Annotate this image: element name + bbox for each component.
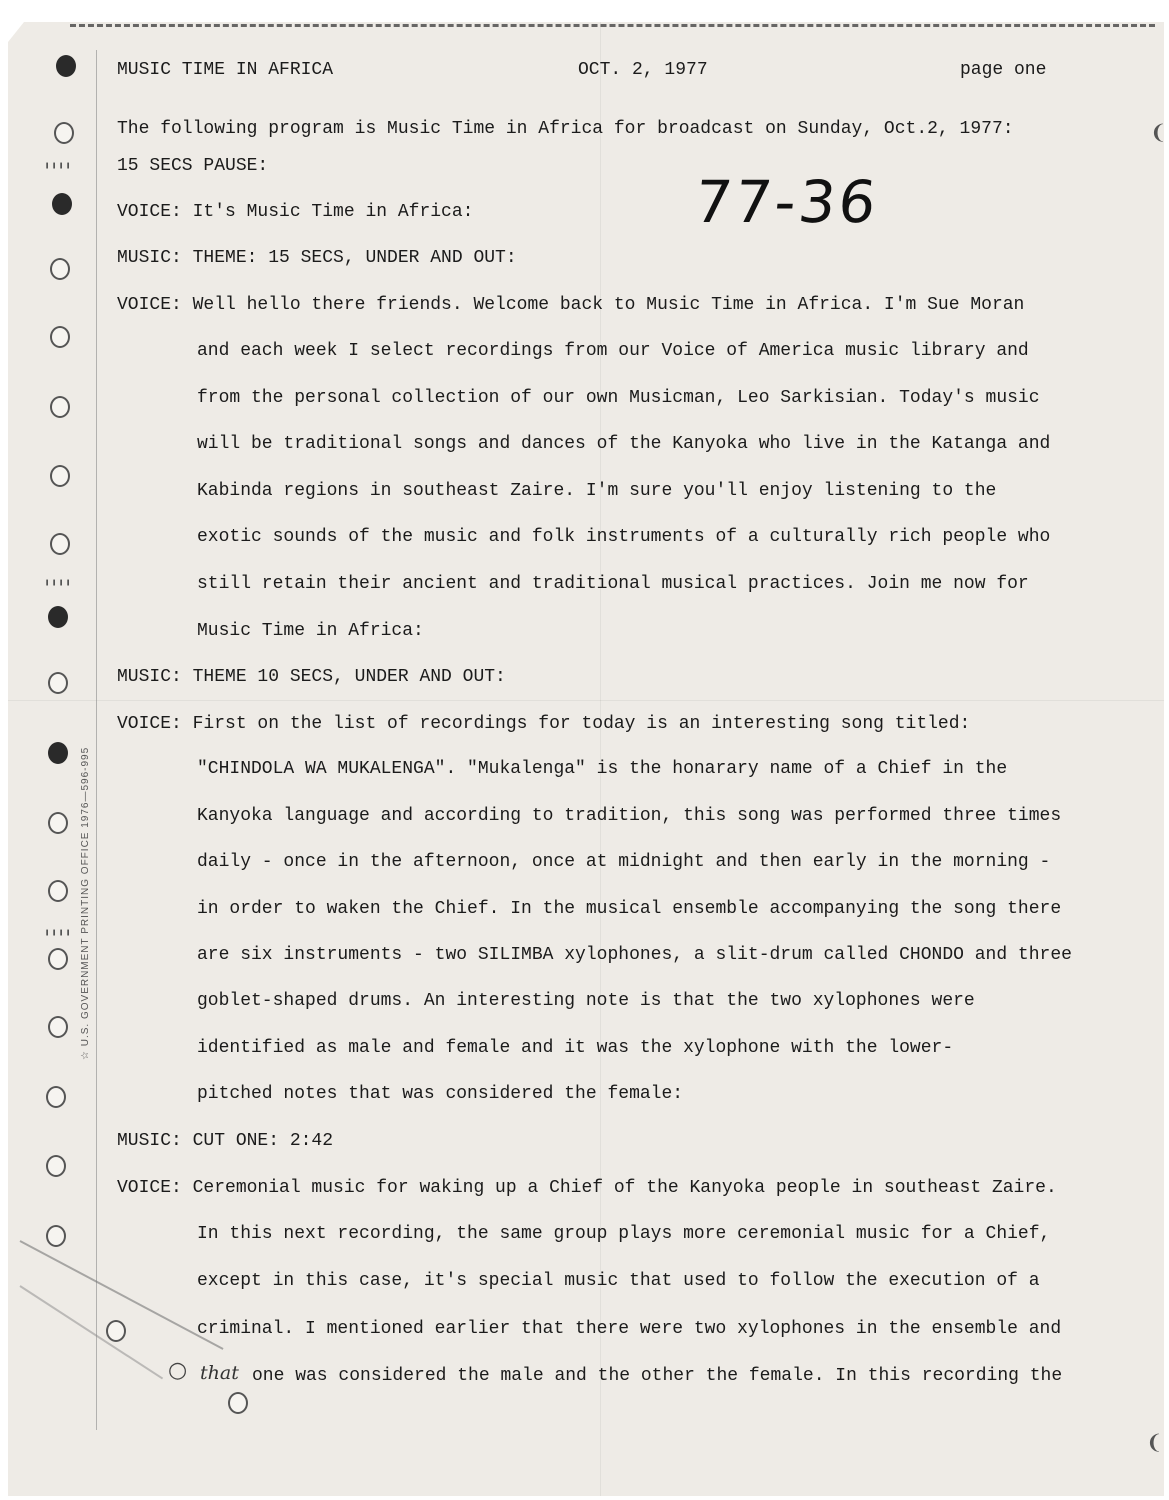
binder-hole: [48, 812, 68, 834]
binder-hole: [228, 1392, 248, 1414]
tractor-ticks: ╻╻╻╻: [44, 925, 73, 936]
script-line: MUSIC: THEME: 15 SECS, UNDER AND OUT:: [117, 248, 517, 268]
binder-hole: [48, 672, 68, 694]
binder-hole: [48, 880, 68, 902]
script-line: daily - once in the afternoon, once at midnight and then early in the morning -: [197, 852, 1051, 872]
script-line: and each week I select recordings from our Voice of America music library and: [197, 341, 1029, 361]
script-line: one was considered the male and the other the female. In this recording the: [252, 1366, 1063, 1386]
fold-crease-horizontal: [8, 700, 1164, 701]
script-line: except in this case, it's special music that used to follow the execution of a: [197, 1271, 1040, 1291]
handwritten-insertion: that: [200, 1362, 239, 1384]
binder-hole: [50, 258, 70, 280]
edge-tear: ❨: [1146, 1430, 1163, 1454]
script-line: "CHINDOLA WA MUKALENGA". "Mukalenga" is the honarary name of a Chief in the: [197, 759, 1008, 779]
broadcast-date: OCT. 2, 1977: [578, 60, 708, 80]
script-line: will be traditional songs and dances of the Kanyoka who live in the Katanga and: [197, 434, 1051, 454]
script-line: identified as male and female and it was the xylophone with the lower-: [197, 1038, 954, 1058]
binder-hole: [50, 533, 70, 555]
binder-hole: [46, 1155, 66, 1177]
script-line: still retain their ancient and traditional musical practices. Join me now for: [197, 574, 1029, 594]
binder-hole: [48, 606, 68, 628]
script-line: are six instruments - two SILIMBA xylophones, a slit-drum called CHONDO and three: [197, 945, 1072, 965]
script-line: criminal. I mentioned earlier that there were two xylophones in the ensemble and: [197, 1319, 1062, 1339]
perforation-edge: [70, 24, 1155, 27]
script-line: Music Time in Africa:: [197, 621, 424, 641]
script-line: Kanyoka language and according to tradition, this song was performed three times: [197, 806, 1062, 826]
binder-hole: [106, 1320, 126, 1342]
tractor-ticks: ╻╻╻╻: [44, 575, 73, 586]
binder-hole: [50, 326, 70, 348]
script-line: from the personal collection of our own Musicman, Leo Sarkisian. Today's music: [197, 388, 1040, 408]
tractor-ticks: ╻╻╻╻: [44, 158, 73, 169]
binder-hole: [46, 1086, 66, 1108]
script-line: MUSIC: THEME 10 SECS, UNDER AND OUT:: [117, 667, 506, 687]
binder-hole: [56, 55, 76, 77]
binder-hole: [48, 948, 68, 970]
binder-hole: [46, 1225, 66, 1247]
script-line: Kabinda regions in southeast Zaire. I'm sure you'll enjoy listening to the: [197, 481, 997, 501]
script-line: 15 SECS PAUSE:: [117, 156, 269, 176]
script-line: The following program is Music Time in Africa for broadcast on Sunday, Oct.2, 1977:: [117, 119, 1014, 139]
handwritten-script-number: 77-36: [691, 168, 883, 236]
binder-hole: [48, 742, 68, 764]
script-line: VOICE: It's Music Time in Africa:: [117, 202, 474, 222]
script-line: VOICE: First on the list of recordings for today is an interesting song titled:: [117, 714, 971, 734]
script-line: in order to waken the Chief. In the musical ensemble accompanying the song there: [197, 899, 1062, 919]
edge-tear: ❨: [1150, 120, 1167, 144]
margin-rule: [96, 50, 97, 1430]
script-line: exotic sounds of the music and folk instruments of a culturally rich people who: [197, 527, 1051, 547]
binder-hole: [48, 1016, 68, 1038]
binder-hole: [50, 396, 70, 418]
binder-hole: [52, 193, 72, 215]
pencil-mark: ○: [168, 1358, 188, 1383]
script-line: goblet-shaped drums. An interesting note is that the two xylophones were: [197, 991, 975, 1011]
program-title: MUSIC TIME IN AFRICA: [117, 60, 334, 80]
script-line: VOICE: Well hello there friends. Welcome back to Music Time in Africa. I'm Sue Moran: [117, 295, 1025, 315]
printing-office-imprint: ☆ U.S. GOVERNMENT PRINTING OFFICE 1976—596-995: [80, 746, 91, 1060]
script-line: In this next recording, the same group plays more ceremonial music for a Chief,: [197, 1224, 1051, 1244]
binder-hole: [50, 465, 70, 487]
page-number: page one: [960, 60, 1047, 80]
script-line: MUSIC: CUT ONE: 2:42: [117, 1131, 334, 1151]
binder-hole: [54, 122, 74, 144]
script-line: pitched notes that was considered the female:: [197, 1084, 684, 1104]
script-line: VOICE: Ceremonial music for waking up a Chief of the Kanyoka people in southeast Zaire.: [117, 1178, 1057, 1198]
